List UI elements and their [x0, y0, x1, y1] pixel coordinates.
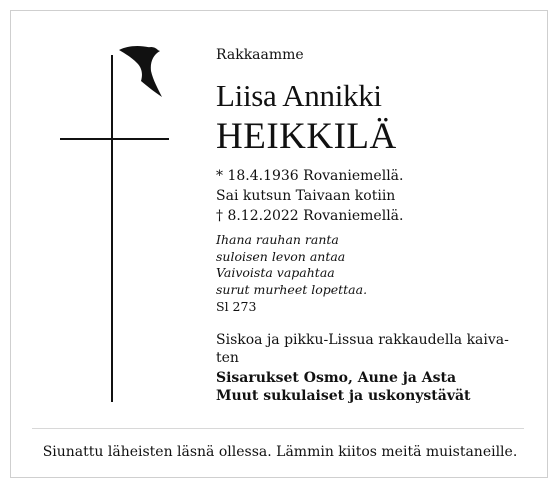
divider [32, 428, 524, 429]
called-home-line: Sai kutsun Taivaan kotiin [216, 188, 396, 204]
poem-line: suloisen levon antaa [216, 248, 346, 264]
poem-reference: Sl 273 [216, 299, 257, 314]
signers-block [216, 369, 471, 405]
thanks-note: Siunattu läheisten läsnä ollessa. Lämmin kiitos meitä muistaneille. [42, 444, 518, 460]
cross-horizontal-bar [60, 138, 169, 140]
deceased-first-names: Liisa Annikki [216, 78, 382, 113]
dates-block [216, 166, 403, 226]
birth-line: * 18.4.1936 Rovaniemellä. [216, 168, 404, 184]
cross-vertical-bar [111, 55, 113, 402]
signer-line: Muut sukulaiset ja uskonystävät [216, 388, 471, 404]
deceased-surname: HEIKKILÄ [216, 116, 397, 157]
signer-line: Sisarukset Osmo, Aune ja Asta [216, 370, 457, 386]
poem-line: Ihana rauhan ranta [216, 232, 339, 247]
poem-line: Vaivoista vapahtaa [216, 265, 335, 280]
message-line: ten [216, 350, 239, 366]
swallow-bird-icon [117, 44, 165, 99]
poem-line: surut murheet lopettaa. [216, 281, 368, 297]
message-line: Siskoa ja pikku-Lissua rakkaudella kaiva- [216, 332, 509, 348]
death-line: † 8.12.2022 Rovaniemellä. [216, 208, 404, 224]
memorial-poem [216, 232, 367, 298]
remembrance-message [216, 331, 530, 367]
intro-label: Rakkaamme [216, 47, 304, 63]
